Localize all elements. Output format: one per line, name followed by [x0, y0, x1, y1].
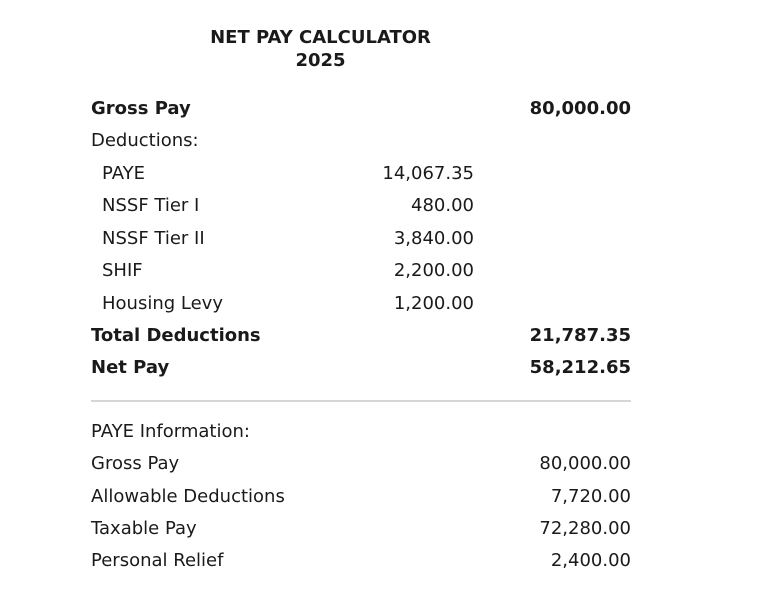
deduction-value: 2,200.00 — [393, 260, 474, 281]
paye-info-value: 72,280.00 — [539, 518, 631, 539]
deduction-label: SHIF — [102, 260, 143, 281]
paye-info-value: 80,000.00 — [539, 453, 631, 474]
paye-info-row-personal-relief — [91, 549, 631, 573]
total-deductions-row — [91, 324, 631, 348]
deduction-row-housing-levy — [91, 292, 631, 316]
deduction-value: 1,200.00 — [393, 293, 474, 314]
title-block — [210, 26, 431, 72]
deduction-row-nssf-tier-1 — [91, 194, 631, 218]
deduction-label: NSSF Tier I — [102, 195, 200, 216]
deduction-value: 480.00 — [411, 195, 474, 216]
page-title: NET PAY CALCULATOR — [210, 27, 431, 48]
paye-info-row-gross-pay — [91, 452, 631, 476]
deduction-label: PAYE — [102, 163, 145, 184]
deductions-heading: Deductions: — [91, 130, 199, 151]
paye-info-value: 2,400.00 — [550, 550, 631, 571]
paye-info-row-allowable-deductions — [91, 485, 631, 509]
paye-info-label: Taxable Pay — [91, 518, 197, 539]
gross-pay-row — [91, 97, 631, 121]
net-pay-label: Net Pay — [91, 357, 170, 378]
deduction-row-paye — [91, 162, 631, 186]
paye-info-heading: PAYE Information: — [91, 421, 250, 442]
deduction-row-shif — [91, 259, 631, 283]
deduction-label: NSSF Tier II — [102, 228, 205, 249]
deductions-heading-row — [91, 129, 631, 153]
gross-pay-value: 80,000.00 — [529, 98, 631, 119]
paye-info-value: 7,720.00 — [550, 486, 631, 507]
net-pay-value: 58,212.65 — [529, 357, 631, 378]
paye-info-label: Personal Relief — [91, 550, 224, 571]
deduction-value: 3,840.00 — [393, 228, 474, 249]
deduction-label: Housing Levy — [102, 293, 223, 314]
total-deductions-value: 21,787.35 — [529, 325, 631, 346]
net-pay-calculator — [91, 0, 631, 593]
paye-info-label: Gross Pay — [91, 453, 180, 474]
paye-info-label: Allowable Deductions — [91, 486, 285, 507]
paye-info-row-taxable-pay — [91, 517, 631, 541]
net-pay-row — [91, 356, 631, 380]
deduction-row-nssf-tier-2 — [91, 227, 631, 251]
deduction-value: 14,067.35 — [382, 163, 474, 184]
page-year: 2025 — [295, 50, 346, 71]
paye-info-heading-row — [91, 420, 631, 444]
total-deductions-label: Total Deductions — [91, 325, 261, 346]
gross-pay-label: Gross Pay — [91, 98, 191, 119]
section-divider — [91, 400, 631, 402]
calculator-header — [91, 26, 631, 72]
